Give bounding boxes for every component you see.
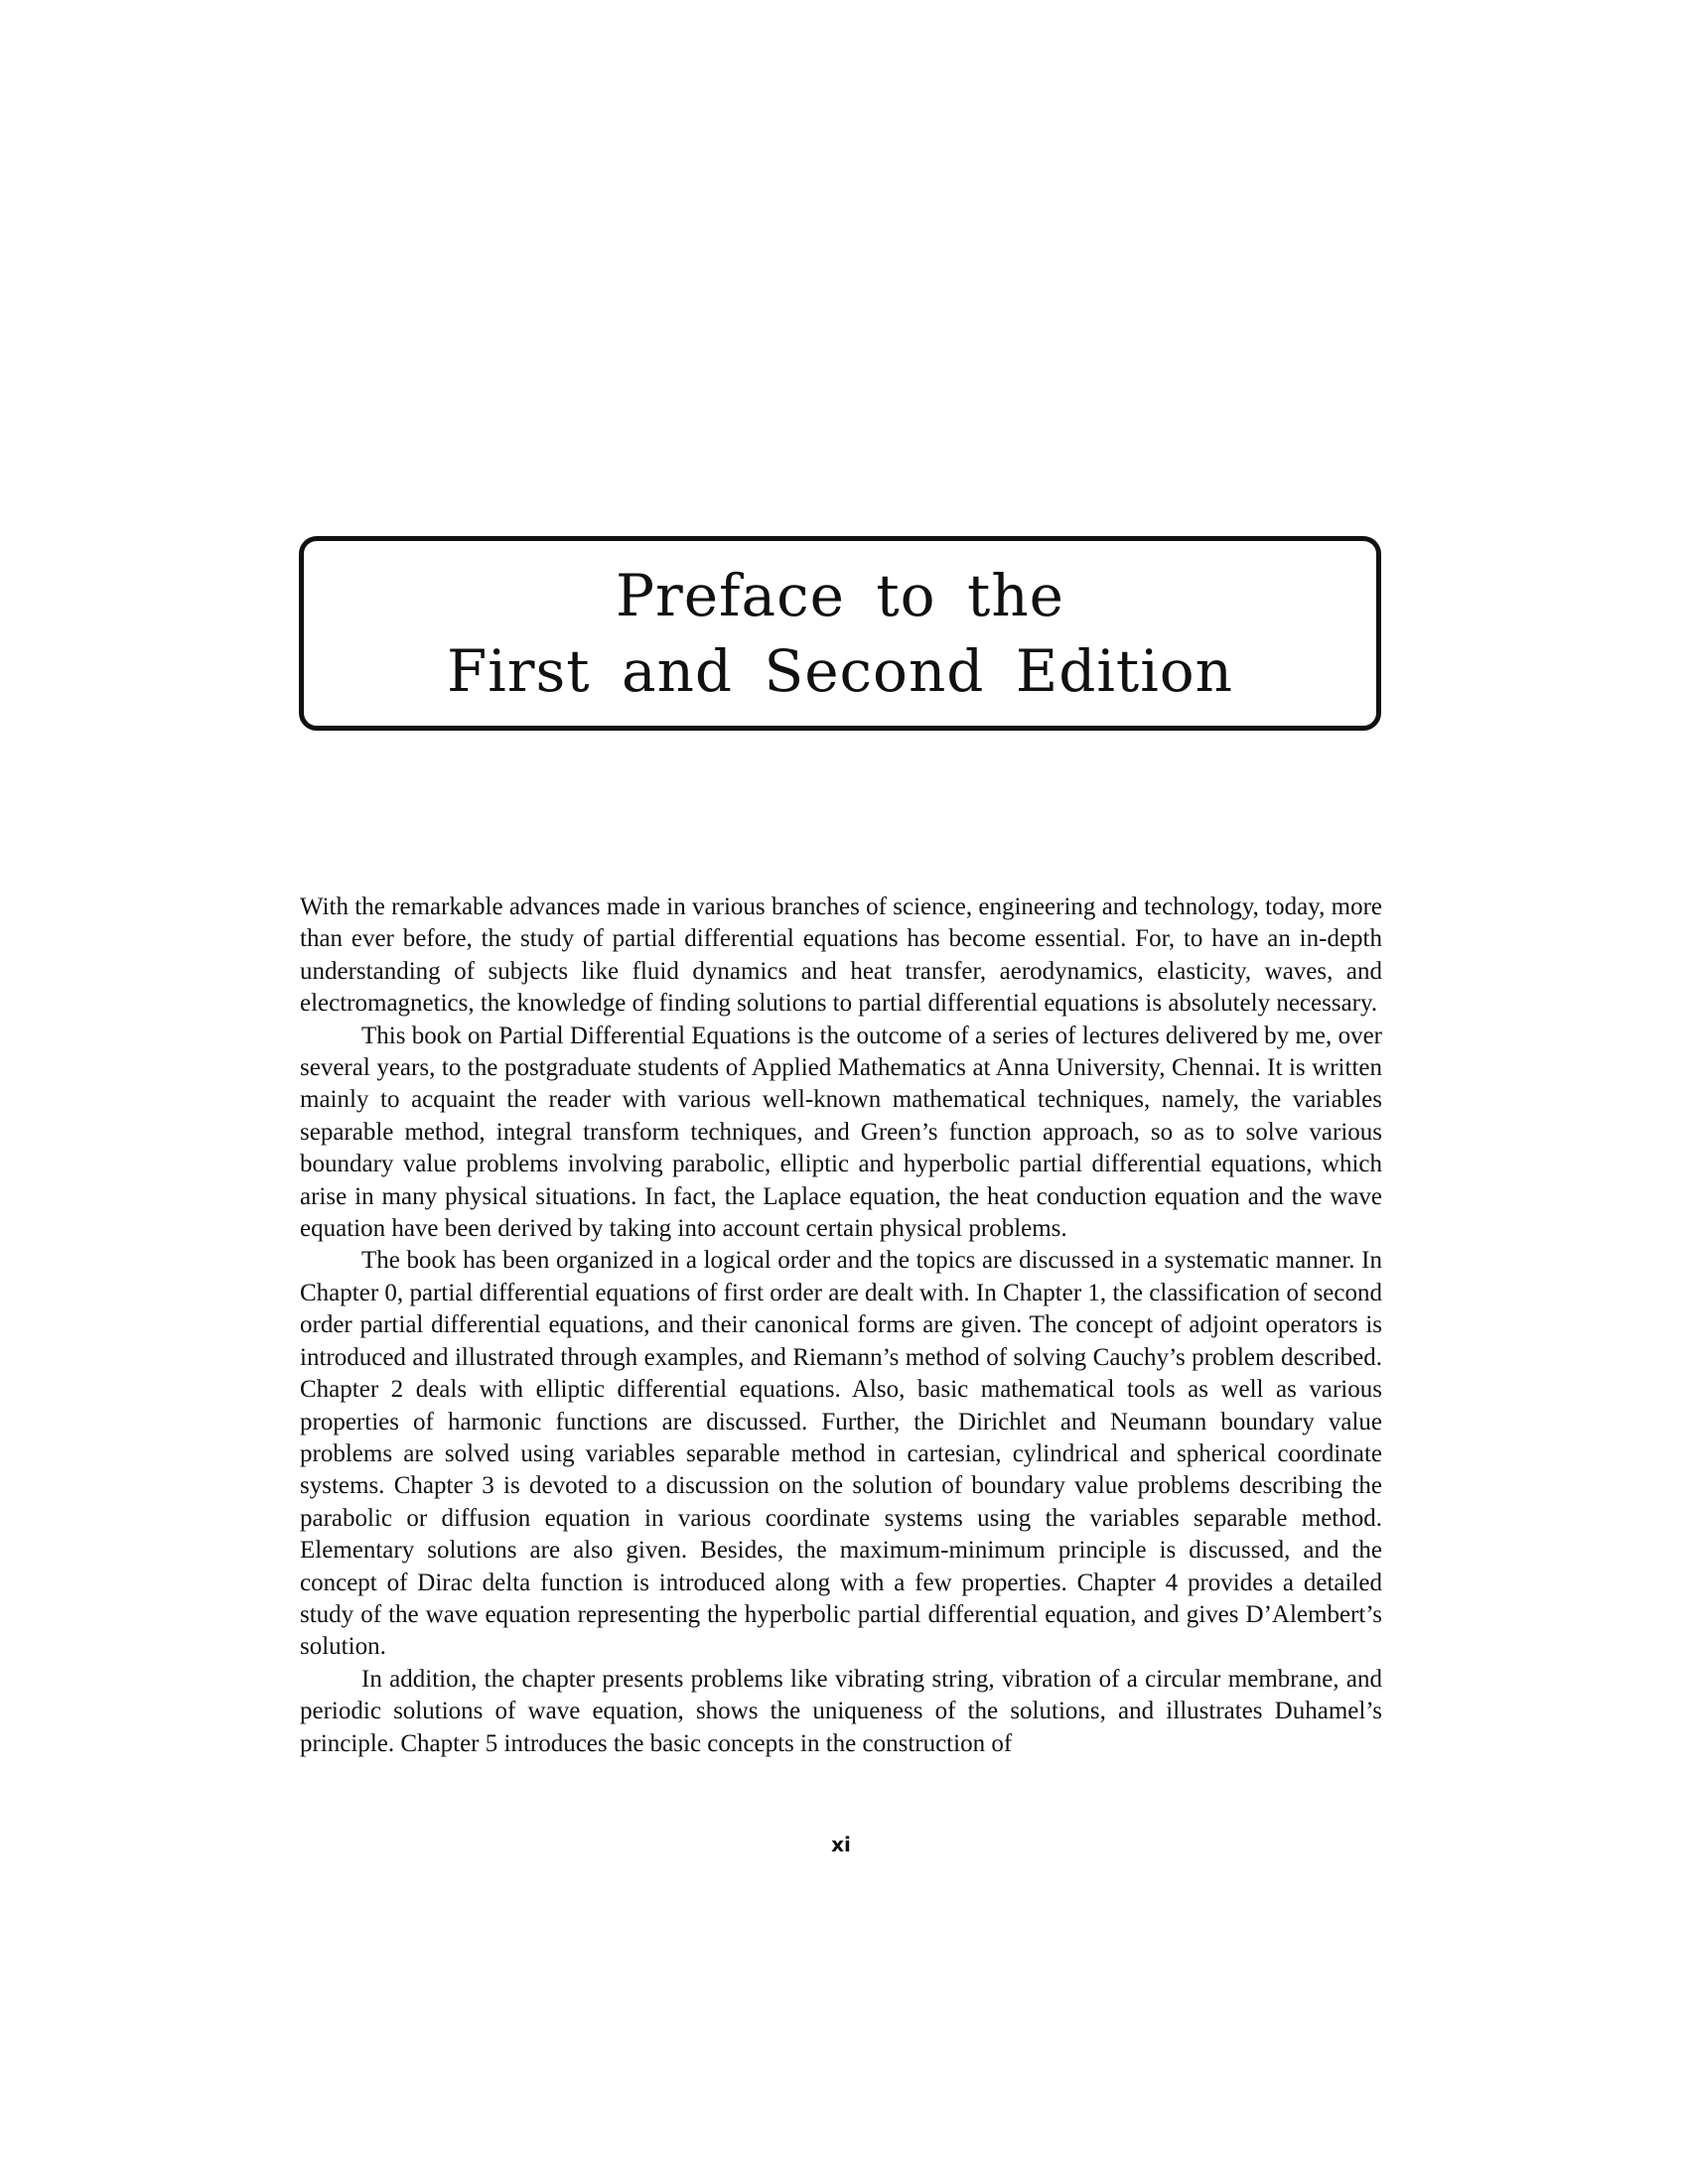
paragraph-2: This book on Partial Differential Equations is the outcome of a series of lectures delivered by me, over several years, to the postgraduate students of Applied Mathematics at Anna University, Chennai. It is written mainly to acquaint the reader with various well-known mathematical techniques, namely, the variables separable method, integral transform techniques, and Green’s function approach, so as to solve various boundary value problems involving parabolic, elliptic and hyperbolic partial differential equations, which arise in many physical situations. In fact, the Laplace equation, the heat conduction equation and the wave equation have been derived by taking into account certain physical problems.: [300, 1022, 1382, 1243]
title-line-1: Preface to the: [615, 562, 1064, 629]
title-line-2: First and Second Edition: [446, 637, 1234, 705]
paragraph-1: With the remarkable advances made in various branches of science, engineering and technology, today, more than ever before, the study of partial differential equations has become essential. For, to have an in-depth understanding of subjects like fluid dynamics and heat transfer, aerodynamics, elasticity, waves, and electromagnetics, the knowledge of finding solutions to partial differential equations is absolutely necessary.: [300, 893, 1382, 1018]
paragraph-4: In addition, the chapter presents problems like vibrating string, vibration of a circular membrane, and periodic solutions of wave equation, shows the uniqueness of the solutions, and illustrates Duhamel’s principle. Chapter 5 introduces the basic concepts in the construction of: [300, 1665, 1382, 1757]
page-number: xi: [831, 1833, 851, 1856]
preface-title-box: [299, 536, 1381, 731]
preface-body: [300, 891, 1382, 1760]
paragraph-3: The book has been organized in a logical order and the topics are discussed in a systematic manner. In Chapter 0, partial differential equations of first order are dealt with. In Chapter 1, the classification of second order partial differential equations, and their canonical forms are given. The concept of adjoint operators is introduced and illustrated through examples, and Riemann’s method of solving Cauchy’s problem described. Chapter 2 deals with elliptic differential equations. Also, basic mathematical tools as well as various properties of harmonic functions are discussed. Further, the Dirichlet and Neumann boundary value problems are solved using variables separable method in cartesian, cylindrical and spherical coordinate systems. Chapter 3 is devoted to a discussion on the solution of boundary value problems describing the parabolic or diffusion equation in various coordinate systems using the variables separable method. Elementary solutions are also given. Besides, the maximum-minimum principle is discussed, and the concept of Dirac delta function is introduced along with a few properties. Chapter 4 provides a detailed study of the wave equation representing the hyperbolic partial differential equation, and gives D’Alembert’s solution.: [300, 1247, 1382, 1661]
